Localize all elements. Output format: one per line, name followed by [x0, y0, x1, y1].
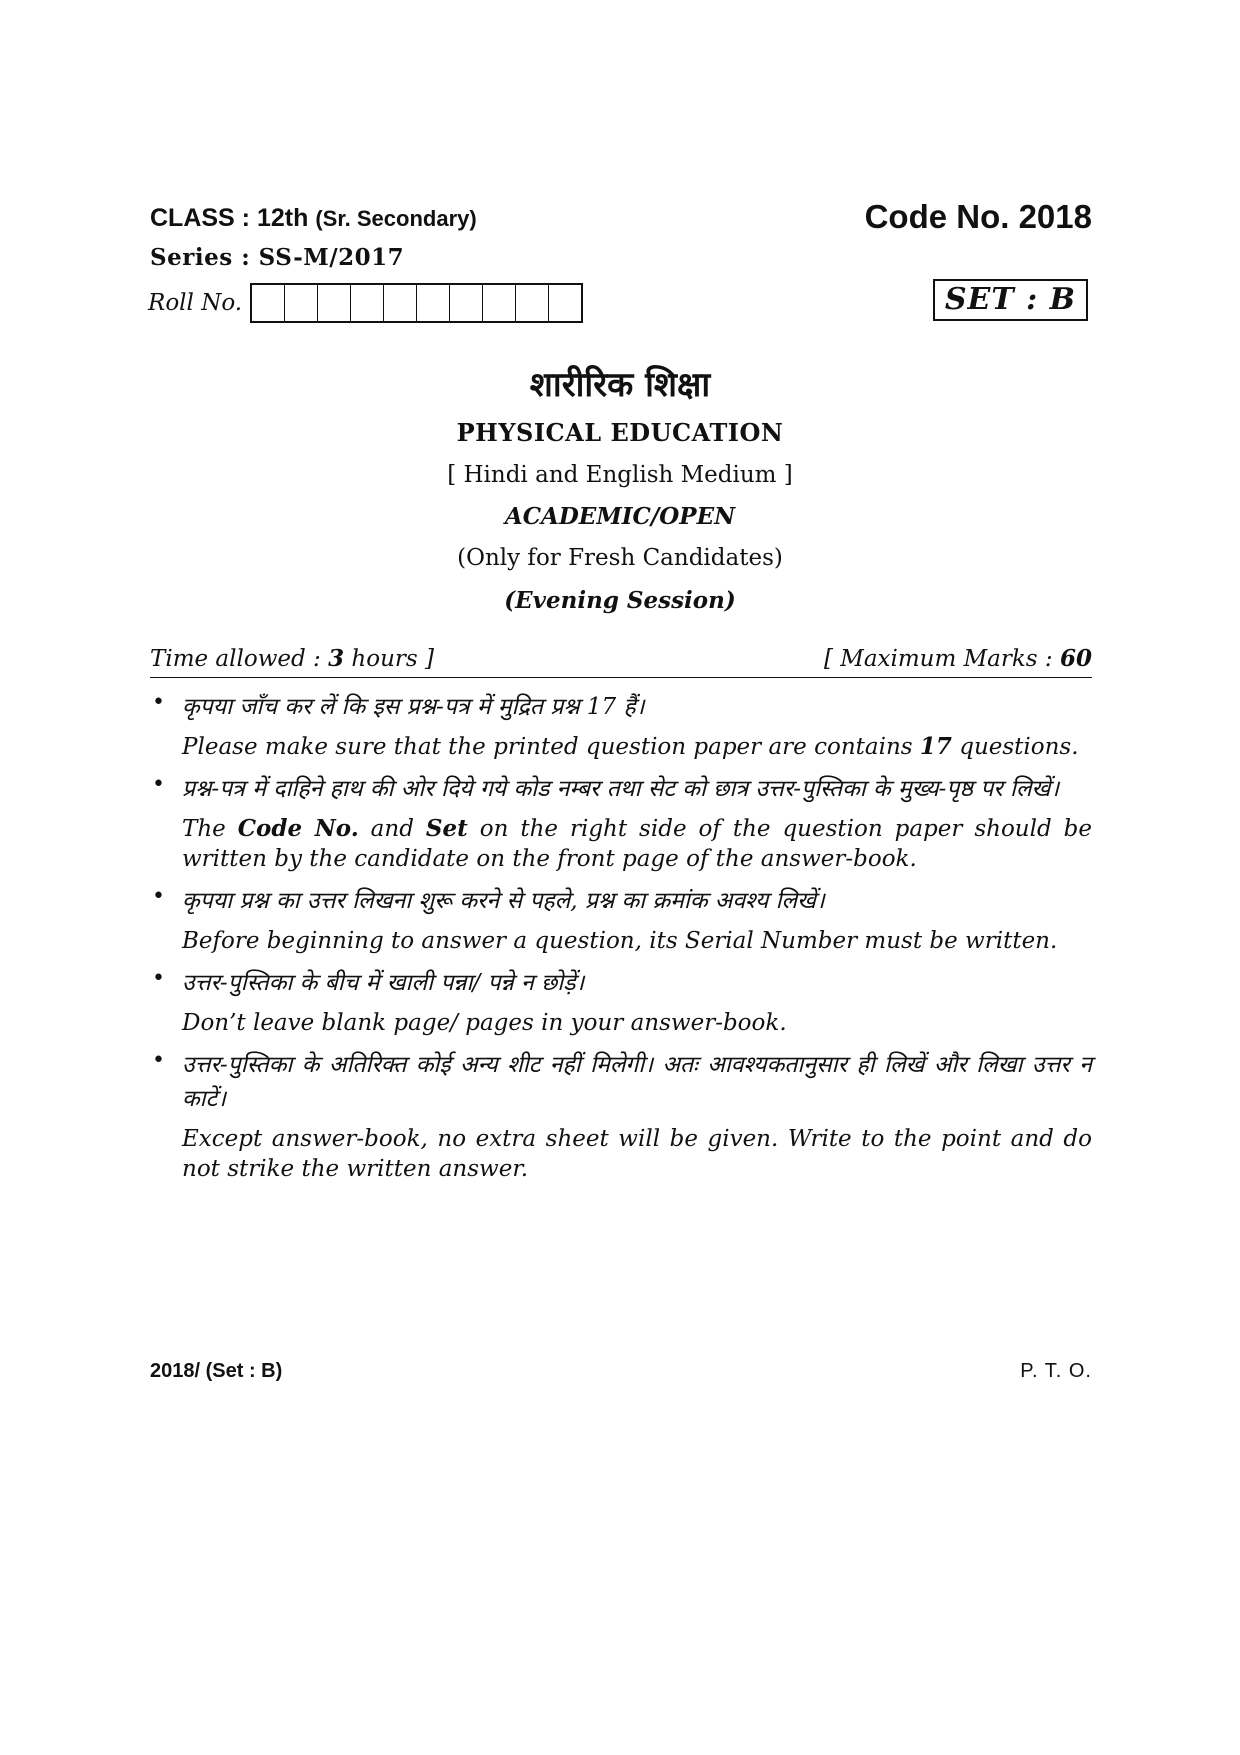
session-label: (Evening Session): [504, 587, 736, 614]
instruction-item: [150, 1048, 1092, 1184]
title-hindi: शारीरिक शिक्षा: [529, 365, 711, 405]
bullet-icon: •: [152, 772, 165, 797]
instruction-item: [150, 690, 1092, 762]
maximum-marks: [ Maximum Marks : 60: [823, 645, 1092, 672]
instruction-item: [150, 966, 1092, 1038]
roll-number-boxes: [250, 283, 583, 323]
bullet-icon: •: [152, 884, 165, 909]
class-sub: (Sr. Secondary): [315, 206, 477, 231]
footer-pto: P. T. O.: [1020, 1360, 1092, 1382]
instruction-item: [150, 772, 1092, 874]
instruction-hindi: प्रश्न-पत्र में दाहिने हाथ की ओर दिये गये कोड नम्बर तथा सेट को छात्र उत्तर-पुस्तिका के मुख्य-पृष्ठ पर लिखें।: [182, 776, 1060, 802]
instruction-hindi: कृपया जाँच कर लें कि इस प्रश्न-पत्र में मुद्रित प्रश्न 17 हैं।: [182, 694, 645, 720]
time-allowed: Time allowed : 3 hours ]: [150, 645, 434, 672]
instruction-hindi: कृपया प्रश्न का उत्तर लिखना शुरू करने से पहले, प्रश्न का क्रमांक अवश्य लिखें।: [182, 888, 825, 914]
roll-digit-box: [384, 285, 417, 321]
roll-digit-box: [549, 285, 581, 321]
roll-digit-box: [318, 285, 351, 321]
instruction-english: Before beginning to answer a question, its Serial Number must be written.: [182, 928, 1058, 954]
footer-code: 2018/ (Set : B): [150, 1360, 283, 1382]
code-number: Code No. 2018: [864, 198, 1092, 235]
roll-label: Roll No.: [148, 290, 243, 316]
roll-digit-box: [252, 285, 285, 321]
instruction-english: Don’t leave blank page/ pages in your answer-book.: [182, 1010, 787, 1036]
divider-rule: [150, 677, 1092, 678]
candidates-note: (Only for Fresh Candidates): [457, 545, 783, 571]
roll-digit-box: [417, 285, 450, 321]
stream-label: ACADEMIC/OPEN: [504, 503, 736, 530]
bullet-icon: •: [152, 690, 165, 715]
roll-digit-box: [516, 285, 549, 321]
series-label: Series : SS-M/2017: [150, 244, 405, 271]
bullet-icon: •: [152, 1048, 165, 1073]
class-label: [150, 204, 477, 233]
instructions-list: [150, 690, 1092, 1194]
instruction-english: Except answer-book, no extra sheet will be given. Write to the point and do not strike the written answer.: [182, 1126, 1092, 1182]
bullet-icon: •: [152, 966, 165, 991]
roll-digit-box: [351, 285, 384, 321]
instruction-hindi: उत्तर-पुस्तिका के अतिरिक्त कोई अन्य शीट नहीं मिलेगी। अतः आवश्यकतानुसार ही लिखें और लिखा उत्तर न काटें।: [182, 1052, 1092, 1112]
roll-digit-box: [285, 285, 318, 321]
roll-digit-box: [450, 285, 483, 321]
class-main: CLASS : 12th: [150, 204, 309, 232]
set-box: SET : B: [933, 279, 1088, 321]
instruction-hindi: उत्तर-पुस्तिका के बीच में खाली पन्ना/ पन्ने न छोड़ें।: [182, 970, 585, 996]
title-english: PHYSICAL EDUCATION: [456, 418, 784, 447]
instruction-item: [150, 884, 1092, 956]
instruction-english: The Code No. and Set on the right side of the question paper should be written by the candidate on the front page of the answer-book.: [182, 815, 1092, 872]
time-marks-row: [150, 645, 1092, 672]
instruction-english: Please make sure that the printed question paper are contains 17 questions.: [182, 733, 1079, 760]
roll-digit-box: [483, 285, 516, 321]
medium-note: [ Hindi and English Medium ]: [447, 462, 793, 488]
